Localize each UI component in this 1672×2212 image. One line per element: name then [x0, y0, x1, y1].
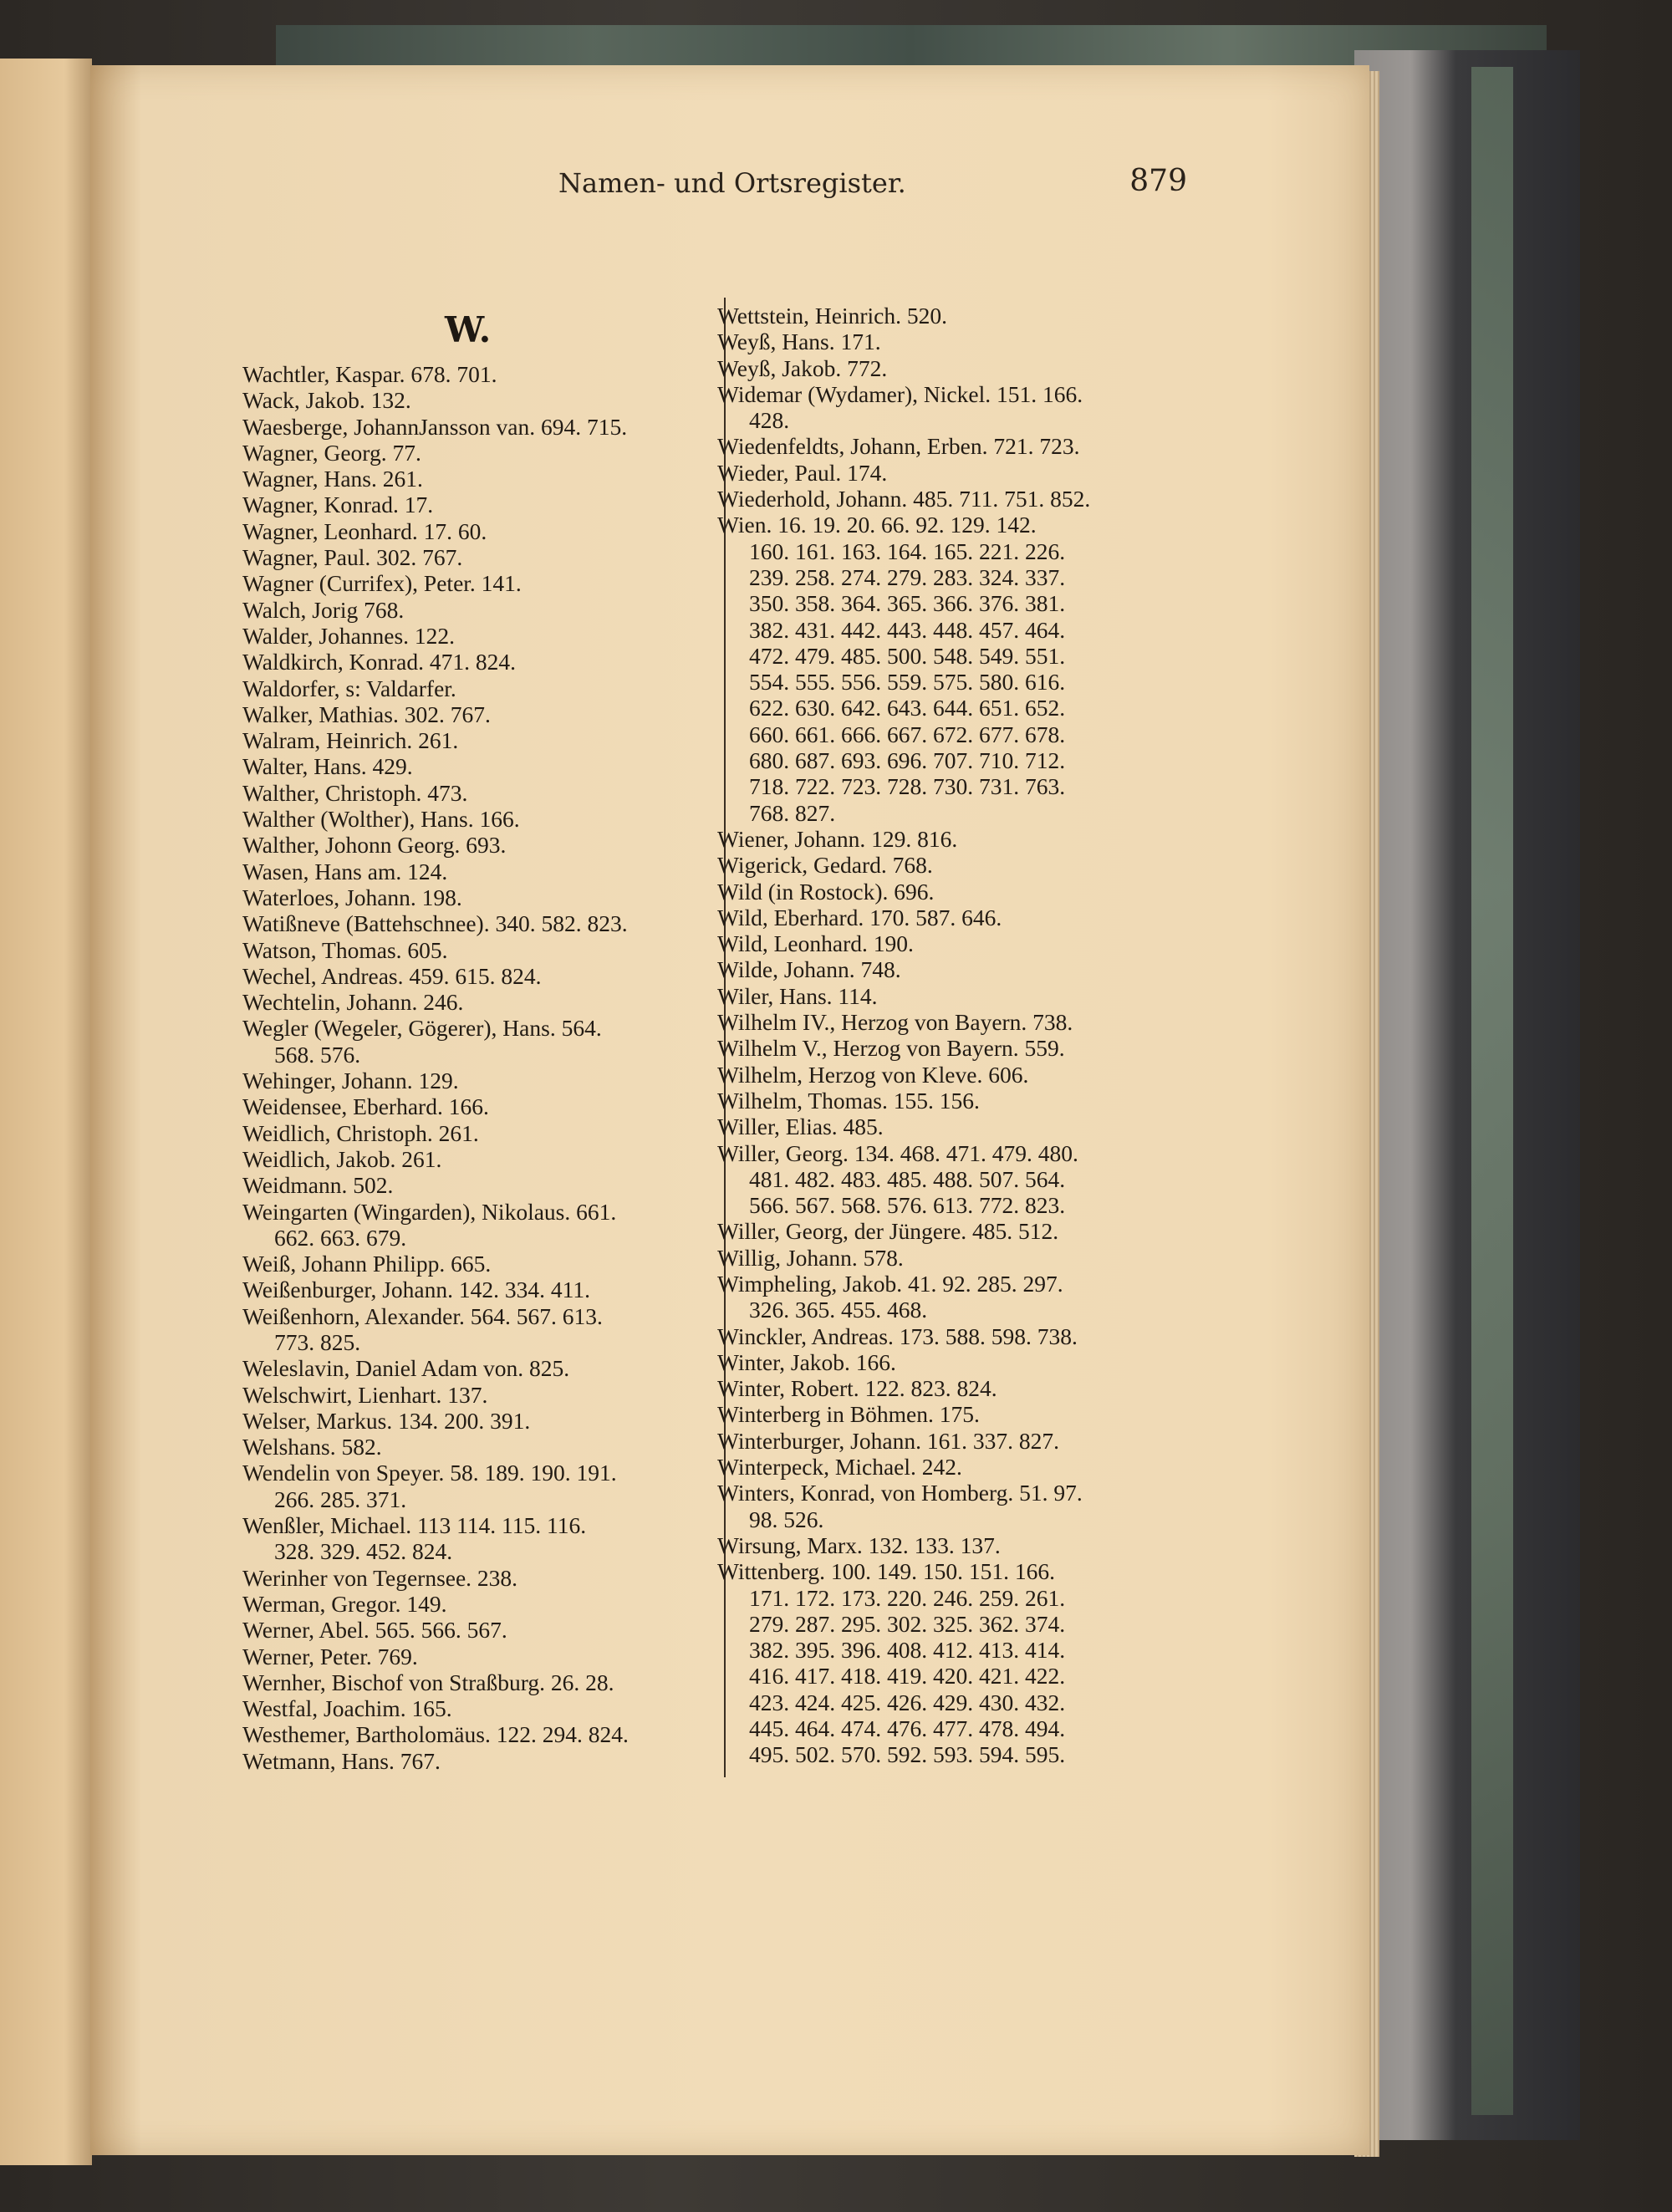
index-entry [717, 1009, 1202, 1035]
entry-continuation: 662. 663. 679. [274, 1224, 407, 1251]
index-entry [242, 1434, 711, 1460]
entry-continuation: 326. 365. 455. 468. [749, 1297, 928, 1323]
entry-text: Wettstein, Heinrich. 520. [717, 303, 948, 329]
index-entry [242, 649, 711, 675]
index-entry [717, 1558, 1202, 1767]
entry-text: Waldkirch, Konrad. 471. 824. [242, 649, 516, 675]
entry-text: Weiß, Johann Philipp. 665. [242, 1251, 492, 1277]
index-entry [717, 930, 1202, 956]
index-entry [242, 623, 711, 649]
entry-text: Wiener, Johann. 129. 816. [717, 825, 958, 852]
index-entry [242, 1172, 711, 1198]
entry-text: Wegler (Wegeler, Gögerer), Hans. 564. [242, 1015, 602, 1042]
entry-continuation: 98. 526. [749, 1506, 824, 1532]
entry-continuation: 382. 431. 442. 443. 448. 457. 464. [749, 616, 1066, 643]
index-entry [242, 675, 711, 701]
entry-text: Waesberge, JohannJansson van. 694. 715. [242, 413, 628, 440]
index-entry [242, 1277, 711, 1302]
entry-text: Wachtler, Kaspar. 678. 701. [242, 361, 497, 387]
index-entry [717, 1454, 1202, 1480]
entry-text: Willer, Georg, der Jüngere. 485. 512. [717, 1218, 1059, 1245]
entry-text: Wagner, Leonhard. 17. 60. [242, 517, 487, 544]
entry-continuation: 566. 567. 568. 576. 613. 772. 823. [749, 1192, 1066, 1219]
entry-text: Wigerick, Gedard. 768. [717, 852, 933, 879]
index-entry [242, 361, 711, 387]
entry-text: Winters, Konrad, von Homberg. 51. 97. [717, 1480, 1083, 1506]
entry-text: Werman, Gregor. 149. [242, 1590, 447, 1617]
entry-text: Westhemer, Bartholomäus. 122. 294. 824. [242, 1721, 629, 1748]
entry-text: Weingarten (Wingarden), Nikolaus. 661. [242, 1198, 617, 1225]
entry-text: Wagner, Paul. 302. 767. [242, 544, 463, 571]
entry-text: Weißenhorn, Alexander. 564. 567. 613. [242, 1302, 603, 1329]
index-entry [242, 387, 711, 413]
index-entry [717, 355, 1202, 381]
index-column-right [717, 303, 1202, 1768]
left-page-edge [0, 59, 92, 2165]
entry-continuation: 350. 358. 364. 365. 366. 376. 381. [749, 590, 1066, 617]
entry-continuation: 495. 502. 570. 592. 593. 594. 595. [749, 1741, 1066, 1768]
entry-text: Winterburger, Johann. 161. 337. 827. [717, 1427, 1059, 1454]
entry-text: Wimpheling, Jakob. 41. 92. 285. 297. [717, 1270, 1063, 1297]
index-entry [242, 1068, 711, 1093]
entry-continuation: 239. 258. 274. 279. 283. 324. 337. [749, 563, 1066, 590]
index-entry [242, 963, 711, 989]
entry-continuation: 472. 479. 485. 500. 548. 549. 551. [749, 642, 1066, 669]
entry-text: Weyß, Hans. 171. [717, 329, 881, 355]
entry-text: Winter, Robert. 122. 823. 824. [717, 1375, 997, 1402]
index-entry [717, 983, 1202, 1009]
index-entry [242, 1591, 711, 1617]
entry-continuation: 622. 630. 642. 643. 644. 651. 652. [749, 695, 1066, 721]
index-entry [242, 518, 711, 544]
index-entry [242, 701, 711, 727]
entry-text: Wagner, Konrad. 17. [242, 492, 434, 518]
entry-text: Weidlich, Christoph. 261. [242, 1119, 479, 1146]
entry-continuation: 718. 722. 723. 728. 730. 731. 763. [749, 773, 1066, 800]
index-entry [242, 544, 711, 570]
entry-continuation: 768. 827. [749, 799, 836, 826]
entry-text: Wechtelin, Johann. 246. [242, 989, 464, 1016]
entry-text: Walter, Hans. 429. [242, 753, 413, 780]
index-column-left [242, 361, 711, 1774]
index-entry [717, 1323, 1202, 1349]
entry-text: Weyß, Jakob. 772. [717, 354, 888, 381]
index-entry [717, 1271, 1202, 1323]
entry-text: Wiederhold, Johann. 485. 711. 751. 852. [717, 486, 1091, 512]
entry-text: Waterloes, Johann. 198. [242, 884, 462, 910]
index-entry [242, 1748, 711, 1774]
entry-text: Wechel, Andreas. 459. 615. 824. [242, 962, 542, 989]
cover-marbled-strip [1471, 67, 1513, 2115]
index-entry [242, 1644, 711, 1669]
index-entry [242, 806, 711, 832]
entry-continuation: 279. 287. 295. 302. 325. 362. 374. [749, 1610, 1066, 1637]
entry-text: Westfal, Joachim. 165. [242, 1695, 452, 1722]
index-entry [242, 1408, 711, 1434]
index-entry [717, 1349, 1202, 1375]
index-entry [242, 1695, 711, 1721]
entry-text: Wehinger, Johann. 129. [242, 1068, 459, 1094]
index-entry [242, 859, 711, 884]
index-entry [717, 852, 1202, 878]
index-entry [717, 1218, 1202, 1244]
entry-text: Wilde, Johann. 748. [717, 956, 901, 983]
entry-text: Welser, Markus. 134. 200. 391. [242, 1407, 531, 1434]
entry-text: Wagner (Currifex), Peter. 141. [242, 570, 522, 597]
entry-text: Wendelin von Speyer. 58. 189. 190. 191. [242, 1460, 617, 1486]
index-entry [242, 753, 711, 779]
entry-text: Wiler, Hans. 114. [717, 982, 878, 1009]
index-entry [717, 303, 1202, 329]
section-letter: W. [445, 309, 492, 350]
index-entry [717, 381, 1202, 434]
entry-text: Wetmann, Hans. 767. [242, 1747, 441, 1774]
index-entry [242, 1721, 711, 1747]
entry-text: Wack, Jakob. 132. [242, 387, 411, 414]
entry-text: Walther, Christoph. 473. [242, 779, 468, 806]
index-entry [242, 1199, 711, 1251]
running-header [242, 164, 1187, 209]
index-entry [242, 1146, 711, 1172]
index-entry [717, 460, 1202, 486]
entry-text: Wenßler, Michael. 113 114. 115. 116. [242, 1512, 587, 1539]
entry-text: Watißneve (Battehschnee). 340. 582. 823. [242, 910, 628, 937]
entry-text: Winterpeck, Michael. 242. [717, 1454, 962, 1481]
index-entry [717, 1375, 1202, 1401]
entry-text: Walther (Wolther), Hans. 166. [242, 806, 520, 833]
entry-text: Widemar (Wydamer), Nickel. 151. 166. [717, 380, 1083, 407]
entry-text: Willig, Johann. 578. [717, 1244, 904, 1271]
entry-continuation: 481. 482. 483. 485. 488. 507. 564. [749, 1165, 1066, 1192]
index-entry [717, 1428, 1202, 1454]
entry-text: Walker, Mathias. 302. 767. [242, 701, 491, 727]
entry-text: Willer, Elias. 485. [717, 1114, 884, 1140]
index-entry [242, 492, 711, 517]
entry-continuation: 160. 161. 163. 164. 165. 221. 226. [749, 538, 1066, 564]
index-entry [242, 1382, 711, 1408]
index-entry [717, 956, 1202, 982]
index-entry [242, 832, 711, 858]
entry-continuation: 171. 172. 173. 220. 246. 259. 261. [749, 1584, 1066, 1611]
entry-text: Weidmann. 502. [242, 1172, 394, 1199]
entry-text: Wernher, Bischof von Straßburg. 26. 28. [242, 1669, 614, 1695]
entry-text: Wilhelm, Herzog von Kleve. 606. [717, 1061, 1029, 1088]
entry-text: Weißenburger, Johann. 142. 334. 411. [242, 1277, 590, 1303]
index-entry [717, 512, 1202, 826]
index-entry [717, 486, 1202, 512]
index-entry [242, 1093, 711, 1119]
entry-text: Wiedenfeldts, Johann, Erben. 721. 723. [717, 433, 1080, 460]
index-entry [717, 1114, 1202, 1139]
entry-text: Winter, Jakob. 166. [717, 1348, 896, 1375]
entry-text: Weleslavin, Daniel Adam von. 825. [242, 1355, 570, 1382]
entry-continuation: 428. [749, 407, 790, 434]
entry-continuation: 568. 576. [274, 1041, 361, 1068]
entry-text: Wild (in Rostock). 696. [717, 878, 935, 905]
entry-continuation: 660. 661. 666. 667. 672. 677. 678. [749, 721, 1066, 747]
entry-continuation: 680. 687. 693. 696. 707. 710. 712. [749, 747, 1066, 774]
header-title: Namen- und Ortsregister. [558, 167, 906, 199]
entry-text: Walther, Johonn Georg. 693. [242, 832, 507, 859]
entry-text: Weidlich, Jakob. 261. [242, 1145, 442, 1172]
index-entry [717, 1401, 1202, 1427]
entry-text: Watson, Thomas. 605. [242, 936, 448, 963]
index-entry [242, 466, 711, 492]
entry-text: Wilhelm V., Herzog von Bayern. 559. [717, 1035, 1065, 1062]
entry-text: Wild, Leonhard. 190. [717, 930, 914, 957]
entry-text: Walram, Heinrich. 261. [242, 727, 459, 754]
entry-text: Wasen, Hans am. 124. [242, 858, 448, 884]
entry-text: Wilhelm, Thomas. 155. 156. [717, 1087, 980, 1114]
entry-text: Wien. 16. 19. 20. 66. 92. 129. 142. [717, 512, 1037, 538]
entry-text: Wittenberg. 100. 149. 150. 151. 166. [717, 1558, 1055, 1585]
index-entry [717, 1480, 1202, 1532]
index-entry [242, 937, 711, 963]
entry-text: Wieder, Paul. 174. [717, 459, 888, 486]
index-entry [242, 1565, 711, 1591]
entry-text: Walch, Jorig 768. [242, 596, 405, 623]
entry-continuation: 423. 424. 425. 426. 429. 430. 432. [749, 1689, 1066, 1715]
entry-text: Wirsung, Marx. 132. 133. 137. [717, 1532, 1001, 1558]
entry-text: Wilhelm IV., Herzog von Bayern. 738. [717, 1009, 1073, 1036]
entry-text: Werner, Abel. 565. 566. 567. [242, 1617, 507, 1644]
entry-text: Winckler, Andreas. 173. 588. 598. 738. [717, 1323, 1078, 1349]
index-entry [242, 597, 711, 623]
index-entry [717, 1088, 1202, 1114]
index-entry [717, 329, 1202, 354]
index-entry [242, 1120, 711, 1146]
entry-text: Willer, Georg. 134. 468. 471. 479. 480. [717, 1139, 1078, 1166]
index-entry [242, 989, 711, 1015]
entry-text: Wild, Eberhard. 170. 587. 646. [717, 904, 1002, 930]
index-entry [242, 1015, 711, 1068]
index-entry [242, 910, 711, 936]
index-entry [717, 905, 1202, 930]
index-entry [717, 1062, 1202, 1088]
index-entry [717, 826, 1202, 852]
index-entry [242, 1303, 711, 1356]
index-entry [242, 727, 711, 753]
entry-text: Walder, Johannes. 122. [242, 622, 456, 649]
entry-text: Wagner, Georg. 77. [242, 439, 421, 466]
entry-continuation: 266. 285. 371. [274, 1486, 407, 1512]
entry-text: Wagner, Hans. 261. [242, 466, 423, 492]
entry-continuation: 773. 825. [274, 1328, 361, 1355]
entry-text: Winterberg in Böhmen. 175. [717, 1401, 980, 1428]
entry-continuation: 382. 395. 396. 408. 412. 413. 414. [749, 1637, 1066, 1664]
index-entry [717, 879, 1202, 905]
index-entry [717, 1532, 1202, 1558]
index-entry [242, 414, 711, 440]
index-entry [242, 884, 711, 910]
index-entry [242, 780, 711, 806]
index-entry [242, 1460, 711, 1512]
entry-text: Welshans. 582. [242, 1434, 382, 1460]
book-cover [1354, 50, 1580, 2140]
entry-continuation: 328. 329. 452. 824. [274, 1538, 453, 1565]
entry-continuation: 416. 417. 418. 419. 420. 421. 422. [749, 1663, 1066, 1690]
index-entry [717, 1245, 1202, 1271]
index-entry [242, 1251, 711, 1277]
index-entry [242, 1512, 711, 1565]
index-entry [242, 440, 711, 466]
entry-text: Waldorfer, s: Valdarfer. [242, 675, 456, 701]
page-number: 879 [1129, 164, 1187, 198]
index-entry [717, 1140, 1202, 1219]
index-entry [717, 433, 1202, 459]
entry-text: Weidensee, Eberhard. 166. [242, 1093, 489, 1120]
index-entry [242, 570, 711, 596]
index-entry [242, 1617, 711, 1643]
index-entry [242, 1355, 711, 1381]
entry-continuation: 445. 464. 474. 476. 477. 478. 494. [749, 1715, 1066, 1742]
index-entry [242, 1669, 711, 1695]
entry-text: Welschwirt, Lienhart. 137. [242, 1381, 488, 1408]
entry-text: Werinher von Tegernsee. 238. [242, 1564, 518, 1591]
entry-continuation: 554. 555. 556. 559. 575. 580. 616. [749, 669, 1066, 696]
index-entry [717, 1035, 1202, 1061]
entry-text: Werner, Peter. 769. [242, 1643, 418, 1669]
